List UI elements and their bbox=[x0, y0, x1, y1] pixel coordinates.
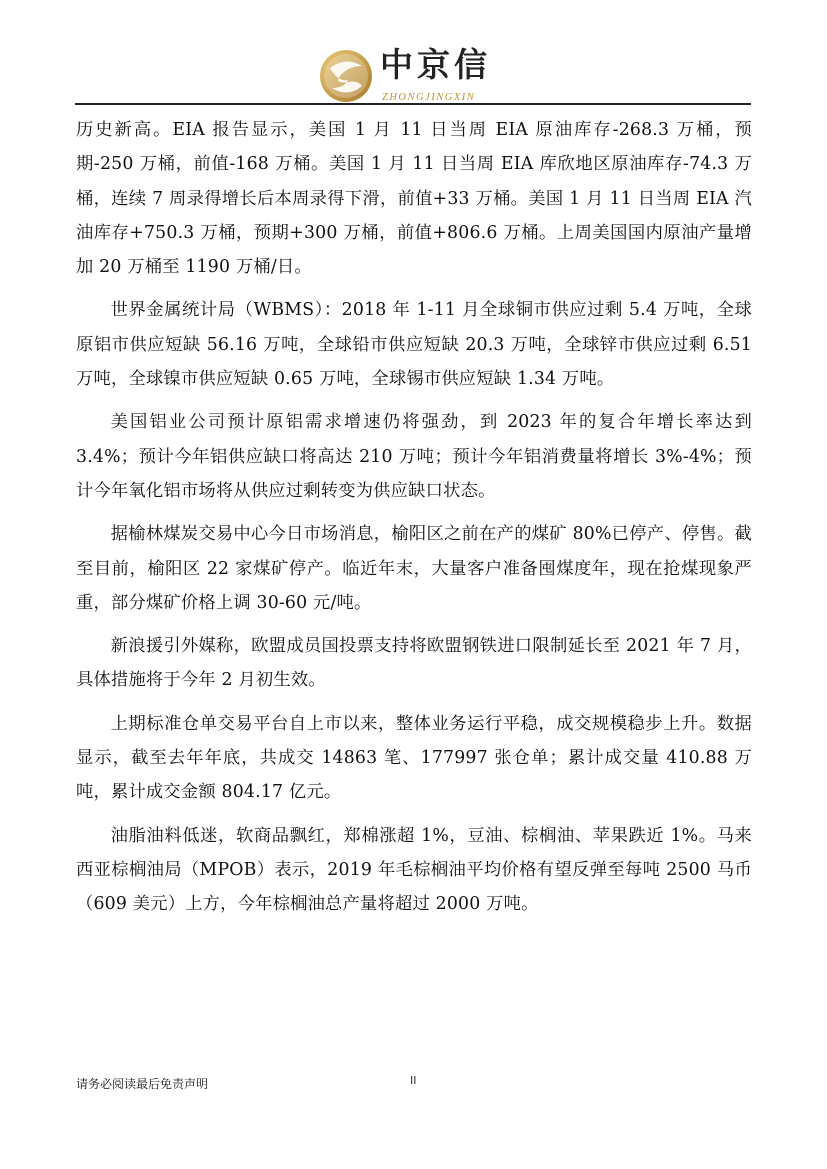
paragraph: 据榆林煤炭交易中心今日市场消息，榆阳区之前在产的煤矿 80%已停产、停售。截至目前，榆阳区 22 家煤矿停产。临近年末，大量客户准备囤煤度年，现在抢煤现象严重，部分煤矿价格上调 30-60 元/吨。 bbox=[76, 524, 752, 613]
paragraph: 历史新高。EIA 报告显示，美国 1 月 11 日当周 EIA 原油库存-268.3 万桶，预期-250 万桶，前值-168 万桶。美国 1 月 11 日当周 EIA 库欣地区原油库存-74.3 万桶，连续 7 周录得增长后本周录得下滑，前值+33 万桶。美国 1 月 11 日当周 EIA 汽油库存+750.3 万桶，预期+300 万桶，前值+806.6 万桶。上周美国国内原油产量增加 20 万桶至 1190 万桶/日。 bbox=[76, 120, 752, 278]
paragraph: 世界金属统计局（WBMS）：2018 年 1-11 月全球铜市供应过剩 5.4 万吨，全球原铝市供应短缺 56.16 万吨，全球铅市供应短缺 20.3 万吨，全球锌市供应过剩 6.51 万吨，全球镍市供应短缺 0.65 万吨，全球锡市供应短缺 1.34 万吨。 bbox=[76, 300, 752, 390]
paragraph: 新浪援引外媒称，欧盟成员国投票支持将欧盟钢铁进口限制延长至 2021 年 7 月，具体措施将于今年 2 月初生效。 bbox=[76, 636, 752, 691]
paragraph: 美国铝业公司预计原铝需求增速仍将强劲，到 2023 年的复合年增长率达到 3.4%；预计今年铝供应缺口将高达 210 万吨；预计今年铝消费量将增长 3%-4%；预计今年氧化铝市场将从供应过剩转变为供应缺口状态。 bbox=[76, 412, 752, 501]
document-body bbox=[76, 113, 752, 931]
brand-name-en: ZHONGJINGXIN bbox=[382, 92, 476, 103]
brand-name: 中京信 bbox=[380, 45, 491, 84]
page-number: II bbox=[410, 1074, 417, 1087]
header-rule bbox=[75, 103, 751, 105]
page-header bbox=[0, 40, 827, 106]
zhongjingxin-logo-icon bbox=[318, 48, 374, 104]
paragraph: 上期标准仓单交易平台自上市以来，整体业务运行平稳，成交规模稳步上升。数据显示，截至去年年底，共成交 14863 笔、177997 张仓单；累计成交量 410.88 万吨，累计成交金额 804.17 亿元。 bbox=[76, 713, 752, 803]
paragraph: 油脂油料低迷，软商品飘红，郑棉涨超 1%，豆油、棕榈油、苹果跌近 1%。马来西亚棕榈油局（MPOB）表示，2019 年毛棕榈油平均价格有望反弹至每吨 2500 马币（609 美元）上方，今年棕榈油总产量将超过 2000 万吨。 bbox=[76, 825, 752, 915]
disclaimer-note: 请务必阅读最后免责声明 bbox=[76, 1077, 209, 1091]
